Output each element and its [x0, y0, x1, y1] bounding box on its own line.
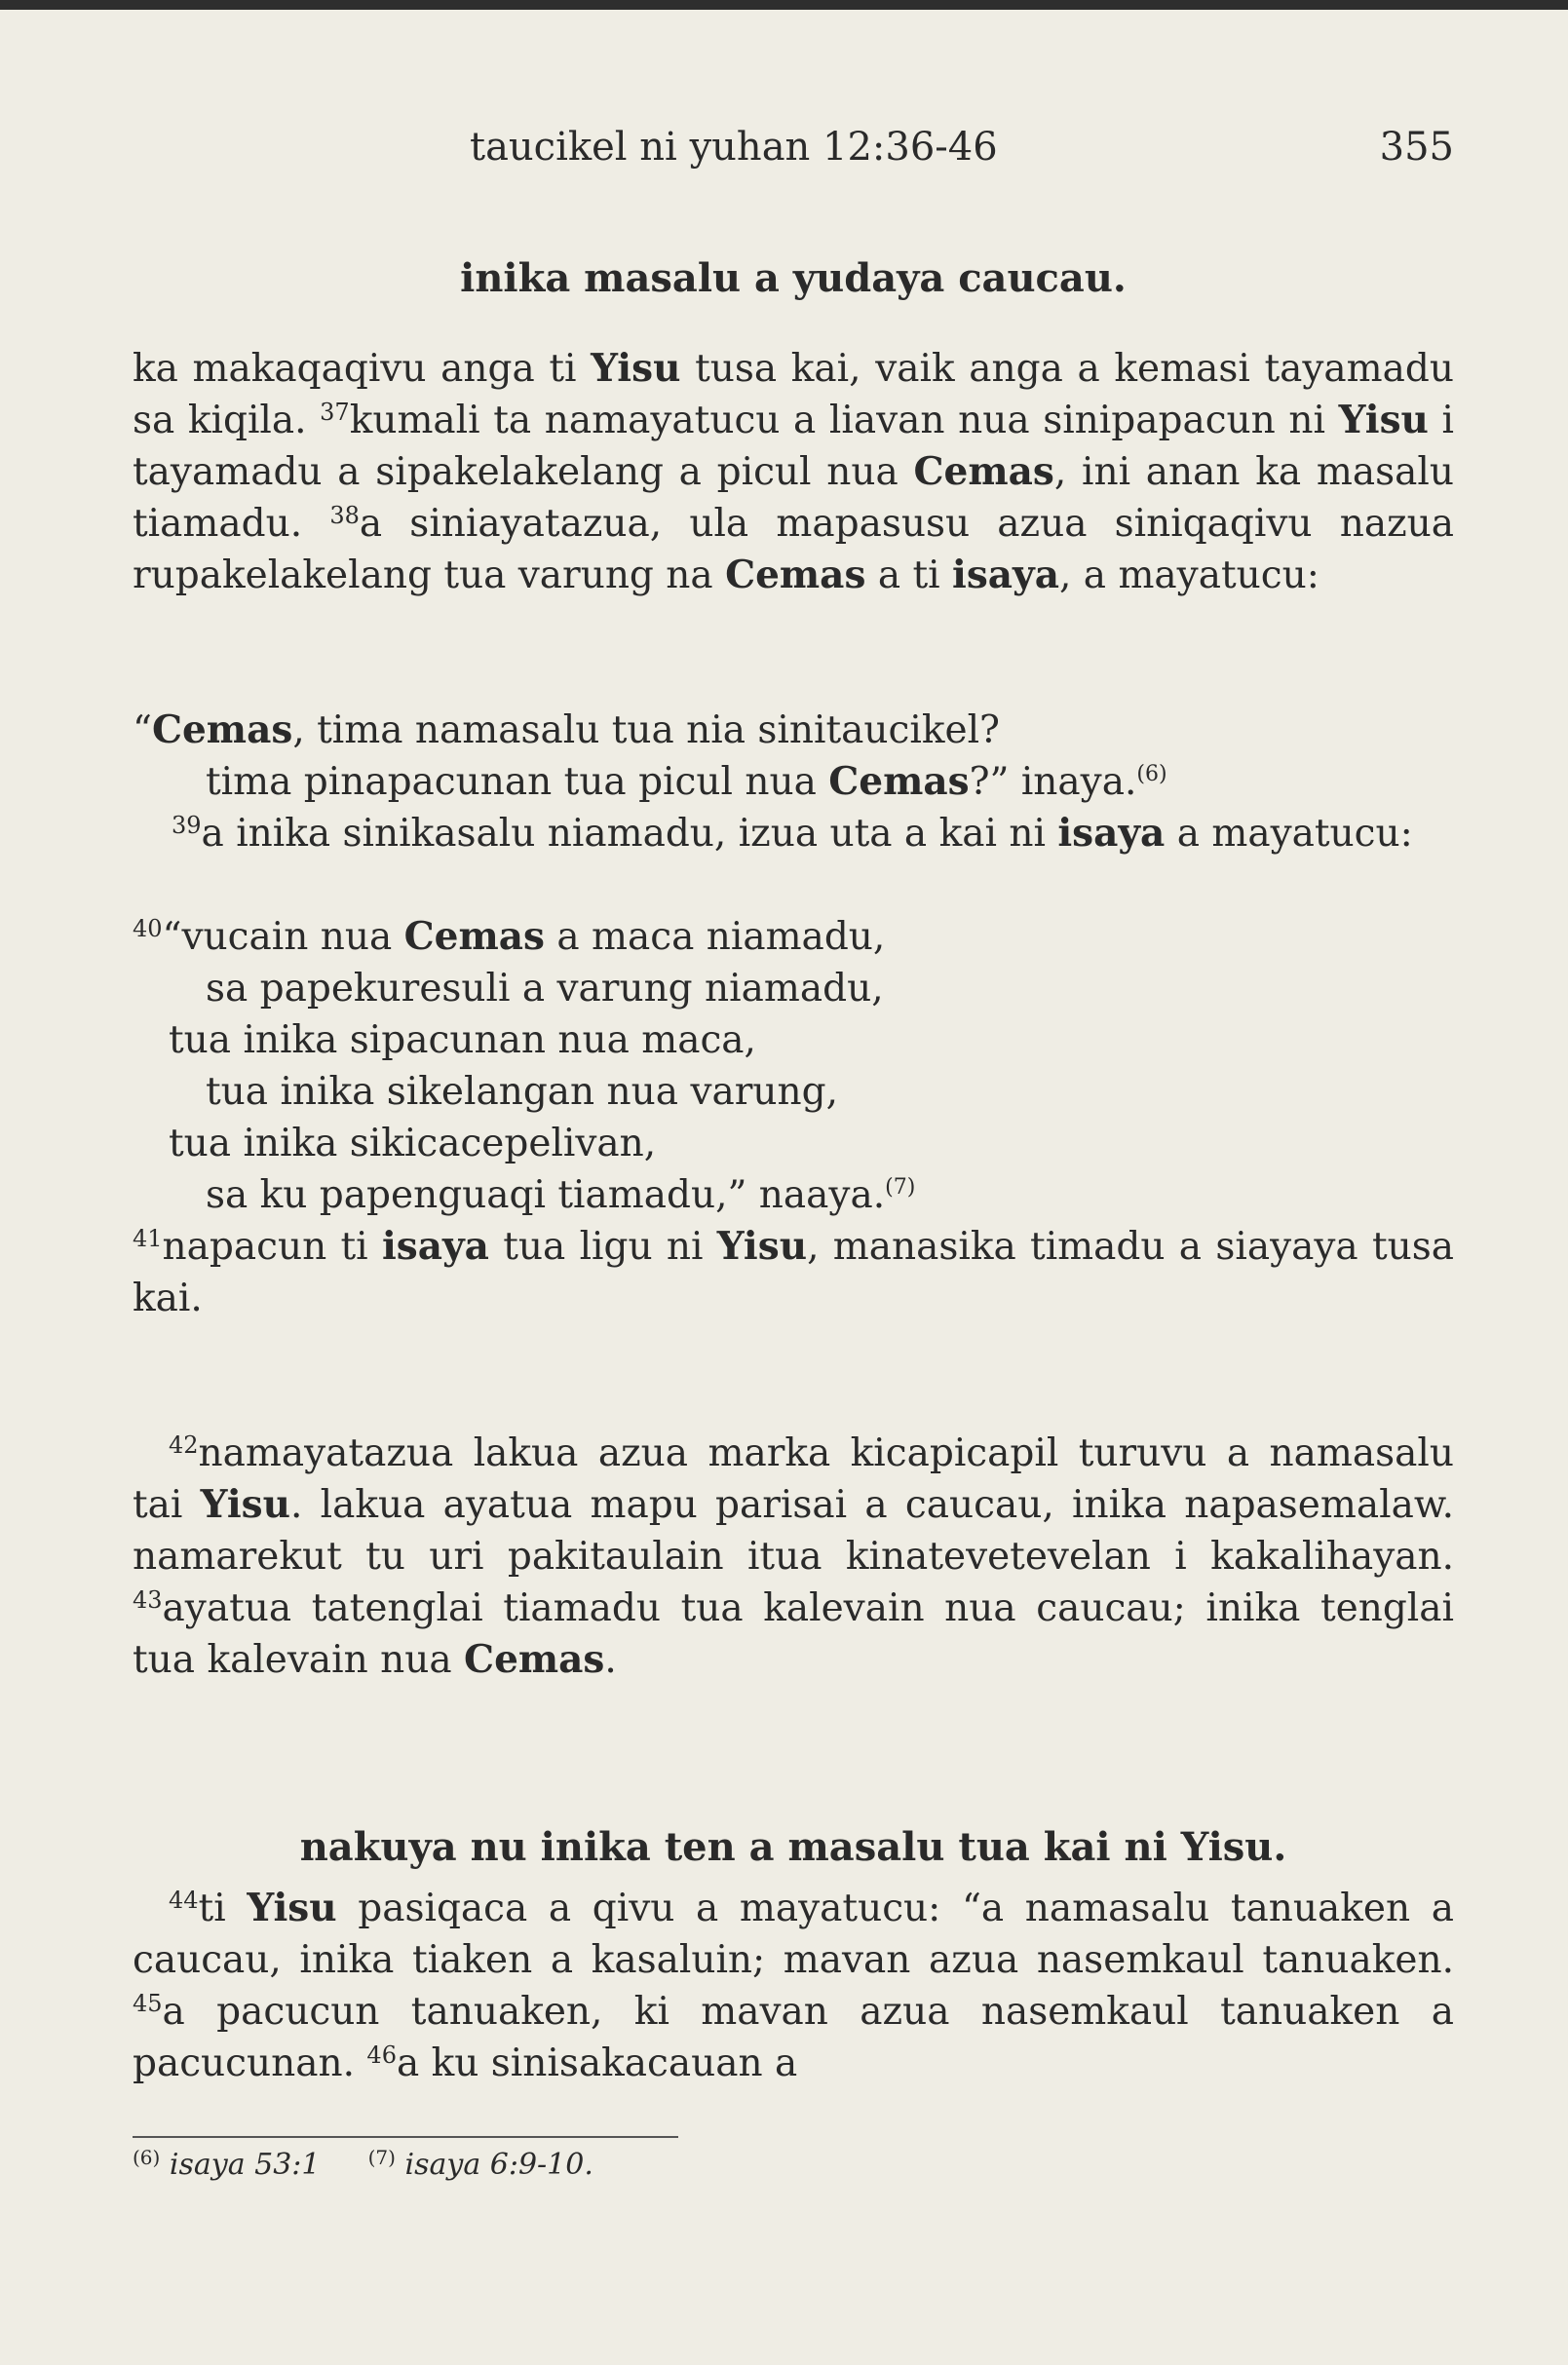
- text: kumali ta namayatucu a liavan nua sinipapacun ni: [349, 399, 1339, 442]
- name-yisu: Yisu: [716, 1224, 808, 1269]
- section-heading-2: [133, 1824, 1454, 1870]
- footnotes: [133, 2146, 593, 2182]
- section-heading-1: inika masalu a yudaya caucau.: [460, 255, 1127, 301]
- verse-number: 45: [133, 1990, 163, 2017]
- text: ?” inaya.: [969, 760, 1137, 804]
- name-cemas: Cemas: [725, 553, 866, 597]
- poem-line-1: [133, 911, 1454, 963]
- text: “: [133, 708, 152, 752]
- paragraph-41: [133, 1221, 1454, 1324]
- text: nakuya nu inika ten a masalu tua kai ni: [299, 1824, 1181, 1870]
- text: ti: [198, 1887, 248, 1930]
- text: tima pinapacunan tua picul nua: [206, 760, 829, 804]
- verse-number: 42: [169, 1431, 199, 1459]
- name-cemas: Cemas: [403, 914, 545, 959]
- poem-line-6: [133, 1169, 1454, 1221]
- text: a mayatucu:: [1165, 812, 1413, 856]
- verse-number: 41: [133, 1225, 163, 1252]
- footnote-divider: [133, 2136, 678, 2138]
- text: tua ligu ni: [488, 1225, 717, 1269]
- verse-number: 39: [172, 812, 202, 839]
- poem-line-5: tua inika sikicacepelivan,: [169, 1122, 657, 1165]
- page-header: [133, 107, 1454, 175]
- name-cemas: Cemas: [464, 1637, 605, 1682]
- text: sa ku papenguaqi tiamadu,” naaya.: [206, 1173, 886, 1217]
- text: tusa kai, vaik anga a kemasi tayamadu sa kiqila.: [133, 347, 1454, 442]
- text: . lakua ayatua mapu parisai a caucau, inika napasemalaw. namarekut tu uri pakitaulain itua kinatevetevelan i kakalihayan.: [133, 1483, 1454, 1579]
- text: , manasika timadu a siayaya tusa kai.: [133, 1225, 1454, 1320]
- text: “vucain nua: [162, 915, 404, 959]
- text: ayatua tatenglai tiamadu tua kalevain nua caucau; inika tenglai tua kalevain nua: [133, 1586, 1454, 1682]
- name-yisu: Yisu: [1338, 398, 1429, 442]
- name-yisu: Yisu: [1180, 1824, 1274, 1870]
- quote-line-1: [133, 705, 1454, 756]
- running-title: taucikel ni yuhan 12:36-46: [470, 125, 998, 170]
- verse-number: 40: [133, 915, 163, 942]
- text: a maca niamadu,: [544, 915, 886, 959]
- name-cemas: Cemas: [151, 707, 293, 752]
- footnote-marker: (6): [1136, 762, 1167, 786]
- verse-number: 38: [329, 502, 360, 529]
- name-isaya: isaya: [952, 553, 1059, 597]
- paragraph-39: [133, 808, 1454, 859]
- text: .: [604, 1638, 617, 1682]
- text: pasiqaca a qivu a mayatucu: “a namasalu tanuaken a caucau, inika tiaken a kasaluin; mavan azua nasemkaul tanuaken.: [133, 1887, 1454, 1982]
- text: a inika sinikasalu niamadu, izua uta a kai ni: [201, 812, 1058, 856]
- poem-line-4: tua inika sikelangan nua varung,: [206, 1070, 838, 1114]
- text: , ini anan ka masalu tiamadu.: [133, 450, 1454, 546]
- verse-number: 43: [133, 1586, 163, 1614]
- footnote-reference: isaya 53:1: [169, 2148, 321, 2182]
- name-isaya: isaya: [381, 1224, 489, 1269]
- footnote-marker: (7): [885, 1175, 916, 1200]
- text: , a mayatucu:: [1059, 553, 1319, 597]
- name-yisu: Yisu: [200, 1482, 290, 1527]
- quote-line-2: [133, 756, 1454, 808]
- name-isaya: isaya: [1057, 811, 1166, 856]
- text: a siniayatazua, ula mapasusu azua siniqaqivu nazua rupakelakelang tua varung na: [133, 502, 1454, 597]
- poem-verse-40: [133, 911, 1454, 1221]
- text: ka makaqaqivu anga ti: [133, 347, 592, 391]
- footnote-number: (7): [367, 2146, 396, 2169]
- name-yisu: Yisu: [591, 346, 681, 391]
- footnote-number: (6): [133, 2146, 161, 2169]
- page-number: 355: [1379, 125, 1454, 170]
- text: napacun ti: [162, 1225, 382, 1269]
- paragraph-44-46: [133, 1883, 1454, 2089]
- paragraph-36-38: [133, 343, 1454, 601]
- text: namayatazua lakua azua marka kicapicapil turuvu a namasalu tai: [133, 1431, 1454, 1527]
- name-yisu: Yisu: [247, 1886, 337, 1930]
- text: , tima namasalu tua nia sinitaucikel?: [292, 708, 1000, 752]
- verse-number: 46: [366, 2041, 397, 2069]
- verse-number: 44: [169, 1887, 199, 1914]
- footnote-reference: isaya 6:9-10.: [404, 2148, 593, 2182]
- text: a ti: [865, 553, 953, 597]
- poem-line-3: tua inika sipacunan nua maca,: [169, 1018, 756, 1062]
- paragraph-42-43: [133, 1428, 1454, 1686]
- name-cemas: Cemas: [828, 759, 970, 804]
- text: i tayamadu a sipakelakelang a picul nua: [133, 399, 1454, 494]
- text: a ku sinisakacauan a: [396, 2041, 798, 2085]
- text: a pacucun tanuaken, ki mavan azua nasemkaul tanuaken a pacucunan.: [133, 1990, 1454, 2085]
- scan-top-edge: [0, 0, 1568, 10]
- verse-number: 37: [320, 399, 350, 426]
- quotation-block: [133, 705, 1454, 808]
- poem-line-2: sa papekuresuli a varung niamadu,: [206, 967, 884, 1011]
- text: .: [1273, 1824, 1287, 1870]
- name-cemas: Cemas: [913, 449, 1054, 494]
